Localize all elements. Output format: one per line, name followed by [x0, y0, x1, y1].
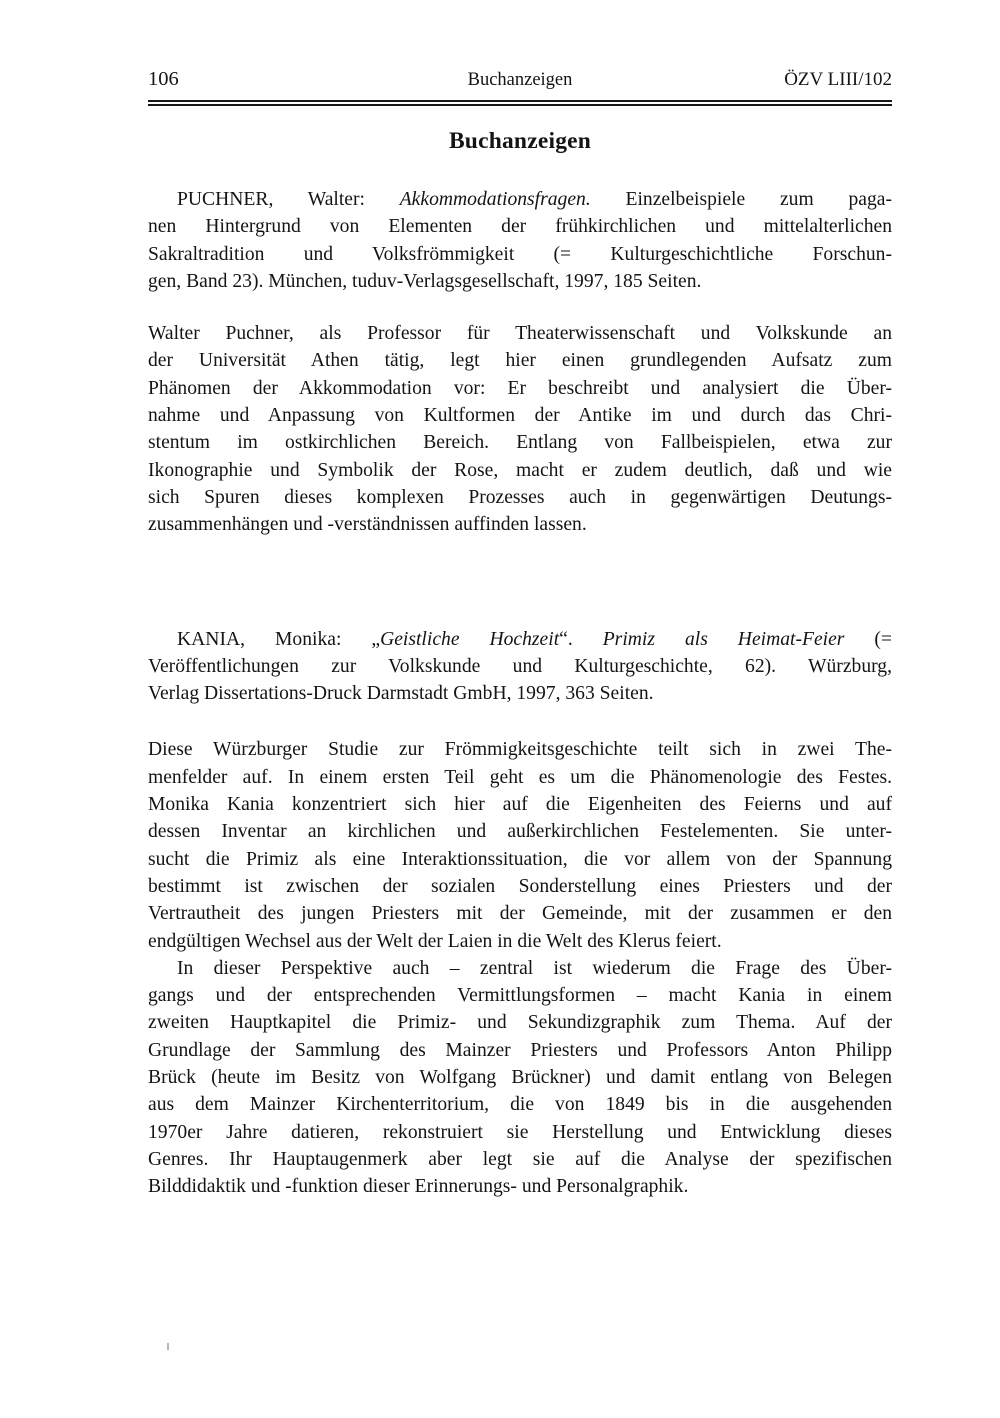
paragraph [148, 955, 892, 1201]
text-line: dessen Inventar an kirchlichen und außerkirchlichen Festelementen. Sie unter- [148, 821, 892, 843]
paragraph [148, 320, 892, 538]
journal-reference: ÖZV LIII/102 [784, 69, 893, 90]
page-number: 106 [148, 68, 179, 90]
text-line: aus dem Mainzer Kirchenterritorium, die von 1849 bis in die ausgehenden [148, 1094, 892, 1116]
text-line: zweiten Hauptkapitel die Primiz- und Sekundizgraphik zum Thema. Auf der [148, 1012, 892, 1034]
text-line: 1970er Jahre datieren, rekonstruiert sie Herstellung und Entwicklung dieses [148, 1121, 892, 1143]
text-line: PUCHNER, Walter: Akkommodationsfragen. Einzelbeispiele zum paga- [177, 189, 892, 210]
text-line: Phänomen der Akkommodation vor: Er beschreibt und analysiert die Über- [148, 377, 892, 399]
text-line: Brück (heute im Besitz von Wolfgang Brückner) und damit entlang von Belegen [148, 1067, 892, 1089]
running-title: Buchanzeigen [467, 70, 573, 90]
header-double-rule [148, 100, 892, 106]
text-line: sucht die Primiz als eine Interaktionssituation, die vor allem von der Spannung [148, 848, 892, 870]
text-line: Ikonographie und Symbolik der Rose, macht er zudem deutlich, daß und wie [148, 459, 892, 481]
text-line: endgültigen Wechsel aus der Welt der Laien in die Welt des Klerus feiert. [148, 930, 722, 952]
scan-speck-artifact [167, 1343, 169, 1350]
text-line: zusammenhängen und -verständnissen auffinden lassen. [148, 514, 587, 536]
text-line: Walter Puchner, als Professor für Theaterwissenschaft und Volkskunde an [148, 323, 892, 345]
text-line: menfelder auf. In einem ersten Teil geht es um die Phänomenologie des Festes. [148, 766, 892, 788]
text-line: Monika Kania konzentriert sich hier auf die Eigenheiten des Feierns und auf [148, 794, 892, 816]
running-header [148, 0, 892, 93]
text-line: In dieser Perspektive auch – zentral ist wiederum die Frage des Über- [177, 957, 892, 979]
text-line: Veröffentlichungen zur Volkskunde und Kulturgeschichte, 62). Würzburg, [148, 655, 892, 677]
text-line: gen, Band 23). München, tuduv-Verlagsgesellschaft, 1997, 185 Seiten. [148, 270, 702, 292]
paragraph [148, 736, 892, 954]
paragraph [148, 626, 892, 708]
text-line: Diese Würzburger Studie zur Frömmigkeitsgeschichte teilt sich in zwei The- [148, 739, 892, 761]
text-line: Grundlage der Sammlung des Mainzer Priesters und Professors Anton Philipp [148, 1039, 892, 1061]
body-text [148, 186, 892, 1201]
text-line: nahme und Anpassung von Kultformen der Antike im und durch das Chri- [148, 405, 892, 427]
text-line: der Universität Athen tätig, legt hier einen grundlegenden Aufsatz zum [148, 350, 892, 372]
text-line: bestimmt ist zwischen der sozialen Sonderstellung eines Priesters und der [148, 875, 892, 897]
text-line: KANIA, Monika: „Geistliche Hochzeit“. Primiz als Heimat-Feier (= [177, 628, 892, 650]
paragraph [148, 186, 892, 295]
text-line: gangs und der entsprechenden Vermittlungsformen – macht Kania in einem [148, 985, 892, 1007]
text-line: Verlag Dissertations-Druck Darmstadt GmbH, 1997, 363 Seiten. [148, 683, 654, 705]
text-line: Sakraltradition und Volksfrömmigkeit (= Kulturgeschichtliche Forschun- [148, 243, 892, 265]
scanned-page [148, 0, 892, 1201]
text-line: sich Spuren dieses komplexen Prozesses auch in gegenwärtigen Deutungs- [148, 486, 892, 508]
text-line: Genres. Ihr Hauptaugenmerk aber legt sie auf die Analyse der spezifischen [148, 1148, 892, 1170]
text-line: Bilddidaktik und -funktion dieser Erinnerungs- und Personalgraphik. [148, 1176, 689, 1198]
text-line: nen Hintergrund von Elementen der frühkirchlichen und mittelalterlichen [148, 216, 892, 238]
text-line: Vertrautheit des jungen Priesters mit der Gemeinde, mit der zusammen er den [148, 903, 892, 925]
section-title: Buchanzeigen [448, 128, 592, 154]
text-line: stentum im ostkirchlichen Bereich. Entlang von Fallbeispielen, etwa zur [148, 432, 892, 454]
